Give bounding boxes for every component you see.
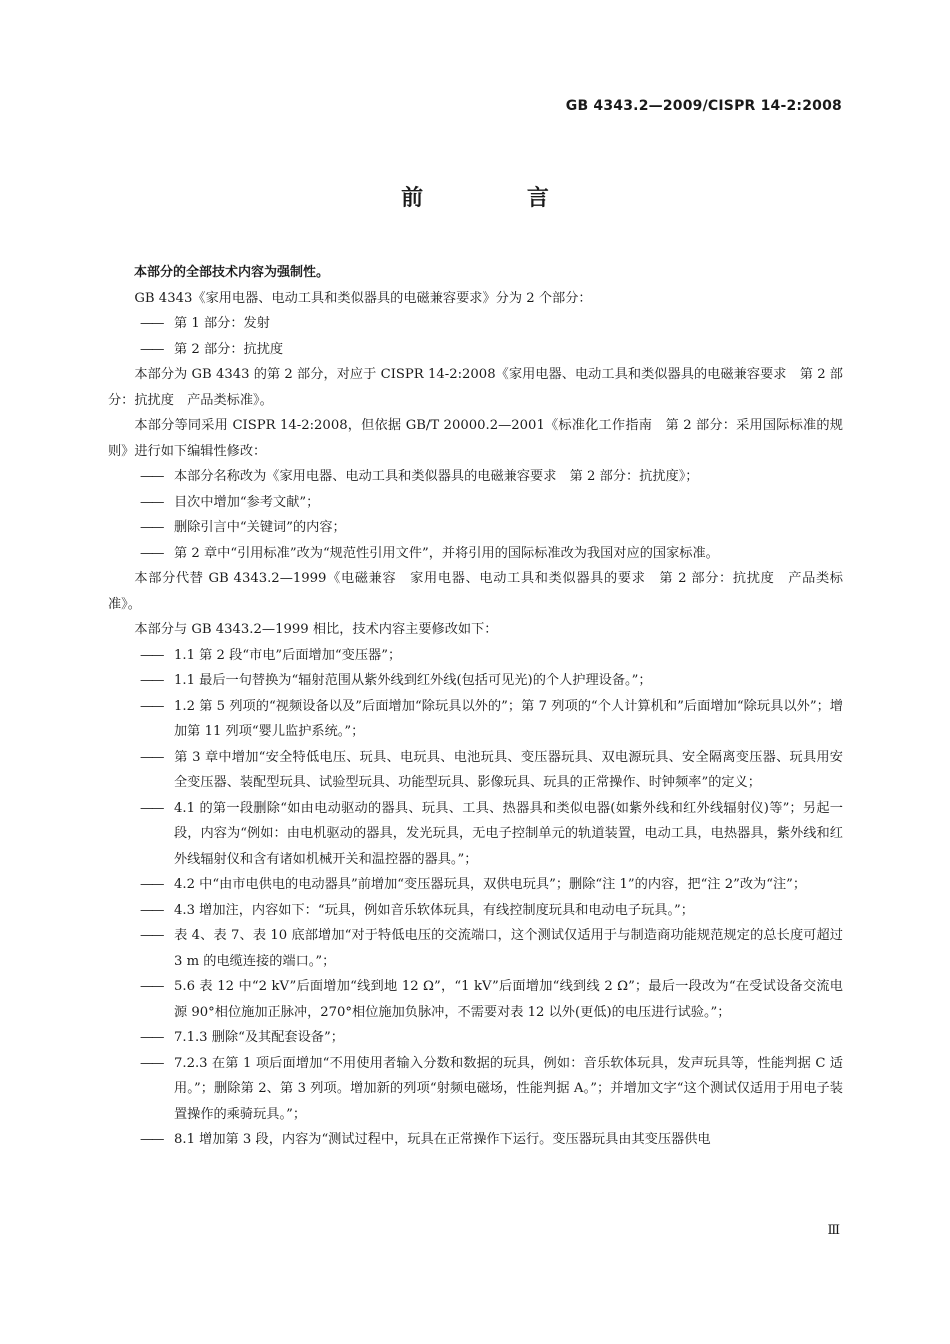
list-item: —— 目次中增加“参考文献”；	[108, 490, 843, 516]
dash-bullet: ——	[140, 545, 163, 561]
list-item: —— 第 1 部分：发射	[108, 311, 843, 337]
list-item: —— 本部分名称改为《家用电器、电动工具和类似器具的电磁兼容要求 第 2 部分：抗扰度》；	[108, 464, 843, 490]
list-item: —— 第 2 章中“引用标准”改为“规范性引用文件”，并将引用的国际标准改为我国对应的国家标准。	[108, 541, 843, 567]
list-item: —— 7.1.3 删除“及其配套设备”；	[108, 1025, 843, 1051]
list-item: —— 4.3 增加注，内容如下：“玩具，例如音乐软体玩具，有线控制度玩具和电动电子玩具。”；	[108, 898, 843, 924]
paragraph: GB 4343《家用电器、电动工具和类似器具的电磁兼容要求》分为 2 个部分：	[134, 290, 592, 306]
dash-bullet: ——	[140, 979, 163, 994]
dash-bullet: ——	[140, 800, 163, 816]
list-item: —— 第 2 部分：抗扰度	[108, 337, 843, 363]
list-item: —— 4.1 的第一段删除“如由电动驱动的器具、玩具、工具、热器具和类似电器(如紫外线和红外线辐射仪)等”；另起一段，内容为“例如：由电机驱动的器具，发光玩具，无电子控制单元的轨道装置，电动工具，电热器具，紫外线和红外线辐射仪和含有诸如机械开关和温控器的器具。”；	[108, 796, 843, 873]
list-item: —— 1.2 第 5 列项的“视频设备以及”后面增加“除玩具以外的”；第 7 列项的“个人计算机和”后面增加“除玩具以外”；增加第 11 列项“婴儿监护系统。”；	[108, 694, 843, 745]
list-item: —— 第 3 章中增加“安全特低电压、玩具、电玩具、电池玩具、变压器玩具、双电源玩具、安全隔离变压器、玩具用安全变压器、装配型玩具、试验型玩具、功能型玩具、影像玩具、玩具的正常操作、时钟频率”的定义；	[108, 745, 843, 796]
list-item: —— 删除引言中“关键词”的内容；	[108, 515, 843, 541]
dash-bullet: ——	[140, 316, 163, 331]
list-item: —— 7.2.3 在第 1 项后面增加“不用使用者输入分数和数据的玩具，例如：音乐软体玩具，发声玩具等，性能判据 C 适用。”；删除第 2、第 3 列项。增加新的列项“射频电磁场，性能判据 A。”；并增加文字“这个测试仅适用于用电子装置操作的乘骑玩具。”；	[108, 1051, 843, 1128]
dash-bullet: ——	[140, 494, 163, 510]
paragraph: 本部分代替 GB 4343.2—1999《电磁兼容 家用电器、电动工具和类似器具的要求 第 2 部分：抗扰度 产品类标准》。	[108, 571, 843, 612]
list-item: —— 8.1 增加第 3 段，内容为“测试过程中，玩具在正常操作下运行。变压器玩具由其变压器供电	[108, 1127, 843, 1153]
page-header-standard-code: GB 4343.2—2009/CISPR 14-2:2008	[565, 98, 842, 114]
paragraph: 本部分与 GB 4343.2—1999 相比，技术内容主要修改如下：	[134, 622, 498, 637]
list-item: —— 4.2 中“由市电供电的电动器具”前增加“变压器玩具，双供电玩具”；删除“注 1”的内容，把“注 2”改为“注”；	[108, 872, 843, 898]
paragraph-mandatory-statement: 本部分的全部技术内容为强制性。	[134, 265, 330, 280]
dash-bullet: ——	[140, 928, 163, 943]
dash-bullet: ——	[140, 877, 163, 892]
dash-bullet: ——	[140, 647, 163, 663]
dash-bullet: ——	[140, 520, 163, 535]
dash-bullet: ——	[140, 1030, 163, 1045]
document-body	[108, 260, 843, 1153]
list-item: —— 1.1 最后一句替换为“辐射范围从紫外线到红外线(包括可见光)的个人护理设备。”；	[108, 668, 843, 694]
dash-bullet: ——	[140, 673, 163, 688]
dash-bullet: ——	[140, 749, 163, 765]
page-title: 前 言	[401, 186, 597, 211]
list-item: —— 表 4、表 7、表 10 底部增加“对于特低电压的交流端口，这个测试仅适用于与制造商功能规范规定的总长度可超过 3 m 的电缆连接的端口。”；	[108, 923, 843, 974]
dash-bullet: ——	[140, 1055, 163, 1071]
dash-bullet: ——	[140, 469, 163, 484]
page-number: Ⅲ	[827, 1223, 840, 1238]
dash-bullet: ——	[140, 1132, 163, 1147]
list-item: —— 1.1 第 2 段“市电”后面增加“变压器”；	[108, 643, 843, 669]
dash-bullet: ——	[140, 341, 163, 357]
dash-bullet: ——	[140, 698, 163, 714]
paragraph: 本部分为 GB 4343 的第 2 部分，对应于 CISPR 14-2:2008《家用电器、电动工具和类似器具的电磁兼容要求 第 2 部分：抗扰度 产品类标准》。	[108, 367, 843, 408]
list-item: —— 5.6 表 12 中“2 kV”后面增加“线到地 12 Ω”，“1 kV”后面增加“线到线 2 Ω”；最后一段改为“在受试设备交流电源 90°相位施加正脉冲，270°相位施加负脉冲，不需要对表 12 以外(更低)的电压进行试验。”；	[108, 974, 843, 1025]
paragraph: 本部分等同采用 CISPR 14-2:2008，但依据 GB/T 20000.2—2001《标准化工作指南 第 2 部分：采用国际标准的规则》进行如下编辑性修改：	[108, 418, 843, 459]
dash-bullet: ——	[140, 902, 163, 918]
